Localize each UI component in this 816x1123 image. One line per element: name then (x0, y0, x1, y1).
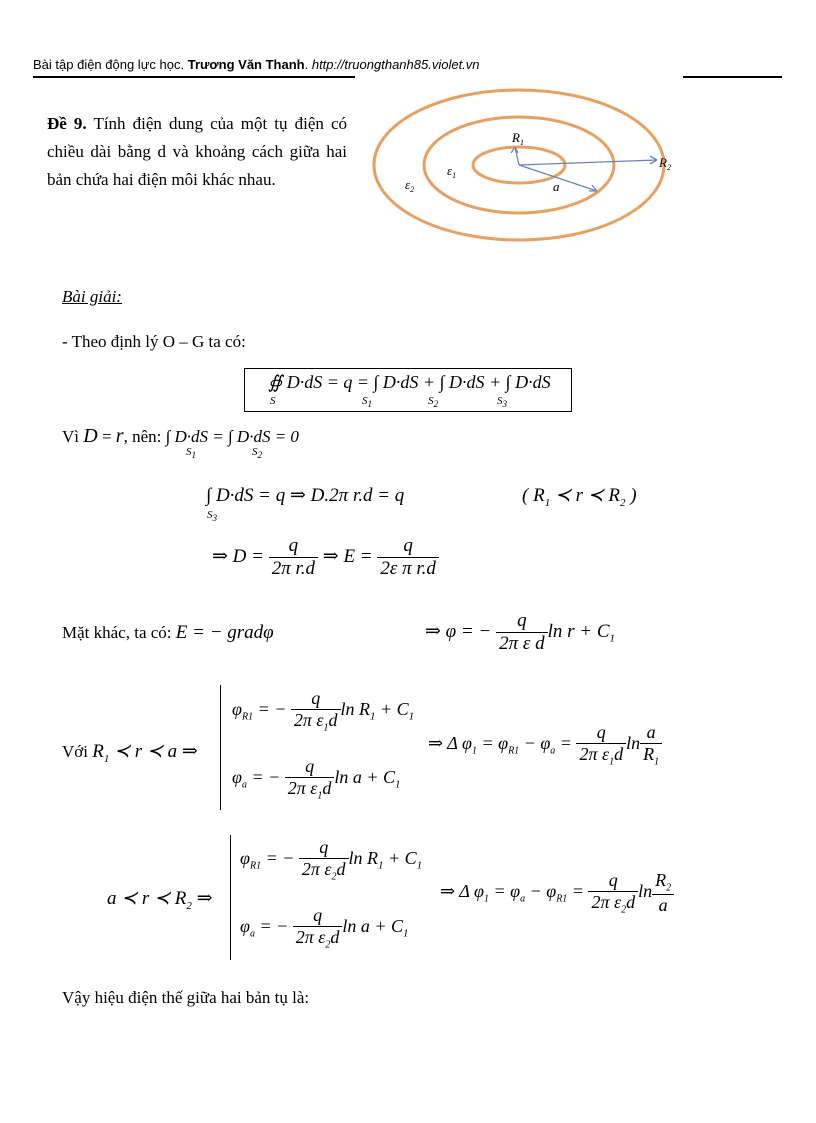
conclusion-line: Vậy hiệu điện thế giữa hai bản tụ là: (62, 988, 310, 1007)
range-r1-r2: ( $R_1$ ≺ r ≺ $R_2$ ) (522, 485, 637, 509)
since-line: Vì D = r, nên: ∫ D·dS = ∫ D·dS = 0 (62, 425, 299, 447)
gauss-equation: ∯ D·dS = q = ∫ D·dS + ∫ D·dS + ∫ D·dS (268, 372, 551, 392)
field-equation: ⇒ D = $\frac{q}{\text{2π r.d}}$ ⇒ E = $\frac{q}{\text{2ε π r.d}}$ (212, 535, 439, 580)
label-a: a (553, 179, 560, 194)
solution-title: Bài giải: (62, 287, 122, 306)
case2-label: a ≺ r ≺ $R_2$ ⇒ (107, 888, 213, 912)
case2-phi-a: $\varphi_a$ = − $\frac{q}{2\pi \varepsilon_2d}$ $\ln a + C_1$ (240, 905, 409, 951)
case1-phi-r1: $\varphi_{R1}$ = − $\frac{q}{2\pi \varepsilon_1d}$ $\ln R_1 + C_1$ (232, 688, 415, 734)
otherwise-word: Mặt khác, ta có: (62, 623, 172, 642)
case2-brace (230, 835, 231, 960)
label-e1: $\varepsilon_1$ (447, 163, 457, 180)
problem-text: Tính điện dung của một tụ điện có chiều dài bằng d và khoảng cách giữa hai bản chứa hai điện môi khác nhau. (47, 114, 347, 189)
case2-delta: ⇒ Δ $\varphi_1 = \varphi_a - \varphi_{R1}$ = $\frac{q}{2\pi \varepsilon_2d}$ ln $\frac{R_2}{a}$ (440, 870, 674, 916)
header-rule-left (33, 76, 355, 78)
capacitor-figure (365, 85, 695, 285)
with-word: Với (62, 742, 88, 761)
case1-brace (220, 685, 221, 810)
potential-equation: ⇒ φ = − $\frac{q}{\text{2π ε d}}$ $\ln r + C_1$ (425, 610, 616, 654)
gauss-theorem-line: - Theo định lý O – G ta có: (62, 332, 246, 351)
s3-integral: ∫ D·dS = q ⇒ D.2π r.d = q (206, 485, 405, 506)
header-author: Trương Văn Thanh (187, 57, 305, 72)
since-word: Vì (62, 427, 79, 446)
case1-label: Với $R_1$ ≺ r ≺ a ⇒ (62, 741, 198, 765)
page-header: Bài tập điện động lực học. Trương Văn Thanh. http://truongthanh85.violet.vn (33, 57, 480, 72)
header-subject: Bài tập điện động lực học. (33, 57, 185, 72)
label-r2: $R_2$ (659, 155, 671, 172)
label-r1: $R_1$ (512, 130, 524, 147)
problem-label: Đề 9 (47, 114, 83, 133)
r2-arrow (519, 160, 657, 165)
problem-statement: Đề 9. Tính điện dung của một tụ điện có chiều dài bằng d và khoảng cách giữa hai bản chứa hai điện môi khác nhau. (47, 114, 347, 189)
therefore-word: , nên: (123, 427, 162, 446)
case1-delta: ⇒ Δ $\varphi_1 = \varphi_{R1} - \varphi_a$ = $\frac{q}{2\pi \varepsilon_1d}$ ln $\frac{a}{R_1}$ (428, 722, 662, 768)
header-rule-right (683, 76, 782, 78)
label-e2: $\varepsilon_2$ (405, 177, 415, 194)
otherwise-line: Mặt khác, ta có: E = − gradφ (62, 622, 274, 643)
case2-phi-r1: $\varphi_{R1}$ = − $\frac{q}{2\pi \varepsilon_2d}$ $\ln R_1 + C_1$ (240, 837, 423, 883)
case1-phi-a: $\varphi_a$ = − $\frac{q}{2\pi \varepsilon_1d}$ $\ln a + C_1$ (232, 756, 401, 802)
header-url[interactable]: http://truongthanh85.violet.vn (311, 57, 480, 72)
